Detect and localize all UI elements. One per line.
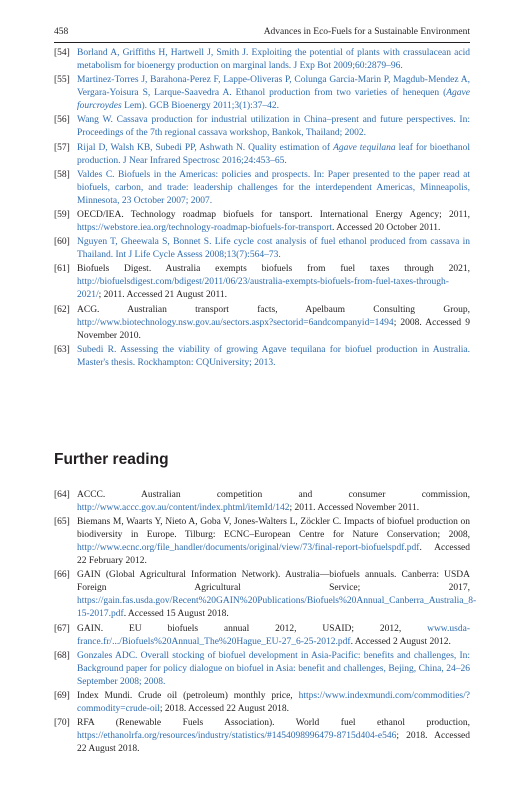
reference-number: [55] — [54, 75, 70, 86]
reference-number: [63] — [54, 344, 70, 355]
reference-text: . Accessed 2 August 2012. — [350, 636, 451, 647]
reference-link[interactable]: Rijal D, Walsh KB, Subedi PP, Ashwath N. Quality estimation of — [77, 142, 334, 153]
reference-item — [54, 47, 470, 73]
reference-text: ACCC. Australian competition and consumer commission, — [77, 490, 470, 500]
reference-item — [54, 74, 470, 113]
reference-number: [60] — [54, 237, 70, 248]
reference-link[interactable]: Subedi R. Assessing the viability of growing Agave tequilana for biofuel production in Australia. Master's thesis. Rockhampton: CQUniversity; 2013. — [77, 344, 470, 368]
reference-item — [54, 263, 470, 302]
reference-number: [58] — [54, 169, 70, 180]
further-reading-list — [54, 489, 477, 757]
reference-item — [54, 142, 470, 168]
reference-text: GAIN (Global Agricultural Information Network). Australia—biofuels annuals. Canberra: USDA Foreign Agricultural Service; 2017, — [77, 570, 470, 594]
reference-number: [62] — [54, 304, 70, 315]
reference-link[interactable]: Gonzales ADC. Overall stocking of biofuel development in Asia-Pacific: benefits and challenges, In: Background paper for policy dialogue on biofuel in Asia: benefit and challenges, Bejing, China, 24–26 September 2008; 2008. — [77, 650, 470, 687]
reference-item — [54, 344, 470, 370]
reference-text: Biofuels Digest. Australia exempts biofuels from fuel taxes through 2021, — [77, 264, 470, 275]
reference-number: [57] — [54, 142, 70, 153]
reference-number: [69] — [54, 690, 70, 701]
reference-link[interactable]: Agave fourcroydes — [77, 88, 470, 112]
reference-link[interactable]: https://ethanolrfa.org/resources/industry/statistics/#1454098996479-8715d404-e546 — [77, 731, 397, 742]
reference-item — [54, 489, 470, 515]
page-header — [54, 27, 470, 41]
reference-link[interactable]: Martinez-Torres J, Barahona-Perez F, Lappe-Oliveras P, Colunga Garcia-Marin P, Magdub-Mendez A, Vergara-Yoisura S, Larque-Saavedra A. Ethanol production from two varieties of henequen ( — [77, 75, 470, 99]
reference-item — [54, 569, 477, 621]
reference-link[interactable]: Borland A, Griffiths H, Hartwell J, Smith J. Exploiting the potential of plants with crassulacean acid metabolism for bioenergy production on marginal lands. J Exp Bot 2009;60:2879–96. — [77, 48, 470, 71]
reference-text: GAIN. EU biofuels annual 2012, USAID; 2012, — [77, 623, 428, 634]
reference-text: Index Mundi. Crude oil (petroleum) monthly price, — [77, 690, 299, 701]
reference-link[interactable]: http://biofuelsdigest.com/bdigest/2011/06/23/australia-exempts-biofuels-from-fuel-taxes-through-2021/ — [77, 277, 449, 301]
reference-item — [54, 236, 470, 262]
reference-number: [68] — [54, 650, 70, 661]
reference-item — [54, 623, 470, 649]
reference-link[interactable]: https://webstore.iea.org/technology-roadmap-biofuels-for-transport — [77, 222, 333, 233]
reference-item — [54, 650, 470, 689]
reference-text: Biemans M, Waarts Y, Nieto A, Goba V, Jones-Walters L, Zöckler C. Impacts of biofuel production on biodiversity in Europe. Tilburg: ECNC–European Centre for Nature Conservation; 2008, — [77, 517, 470, 541]
reference-item — [54, 169, 470, 208]
reference-link[interactable]: http://www.biotechnology.nsw.gov.au/sectors.aspx?sectorid=6andcompanyid=1494 — [77, 317, 394, 328]
reference-number: [66] — [54, 570, 70, 581]
reference-item — [54, 717, 470, 756]
reference-number: [67] — [54, 623, 70, 634]
reference-text: ACG. Australian transport facts, Apelbaum Consulting Group, — [77, 304, 470, 315]
section-heading: Further reading — [54, 451, 169, 468]
page-number: 458 — [54, 27, 69, 37]
reference-number: [64] — [54, 490, 70, 500]
reference-text: OECD/IEA. Technology roadmap biofuels for tansport. International Energy Agency; 2011, — [77, 209, 470, 220]
reference-text: ; 2011. Accessed 21 August 2011. — [98, 290, 227, 301]
reference-item — [54, 516, 470, 568]
reference-link[interactable]: Wang W. Cassava production for industrial utilization in China–present and future perspectives. In: Proceedings of the 7th regional cassava workshop, Bankok, Thailand; 2002. — [77, 115, 470, 139]
reference-link[interactable]: www.usda-france.fr/.../Biofuels%20Annual_The%20Hague_EU-27_6-25-2012.pdf — [77, 623, 470, 647]
reference-text: ; 2018. Accessed 22 August 2018. — [159, 703, 289, 714]
reference-number: [56] — [54, 115, 70, 126]
reference-link[interactable]: Valdes C. Biofuels in the Americas: policies and prospects. In: Paper presented to the paper read at biofuels, carbon, and trade: leadership challenges for the interdependent Americas, Minneapolis, Minnesota, 23 October 2007; 2007. — [77, 169, 470, 206]
reference-link[interactable]: leaf for bioethanol production. J Near Infrared Spectrosc 2016;24:453–65. — [77, 142, 470, 166]
reference-number: [54] — [54, 48, 70, 58]
reference-number: [59] — [54, 209, 70, 220]
header-rule — [54, 42, 470, 43]
reference-item — [54, 114, 470, 140]
reference-item — [54, 690, 470, 716]
reference-link[interactable]: Nguyen T, Gheewala S, Bonnet S. Life cycle cost analysis of fuel ethanol produced from cassava in Thailand. Int J Life Cycle Assess 2008;13(7):564–73. — [77, 237, 470, 261]
reference-link[interactable]: http://www.accc.gov.au/content/index.phtml/itemId/142 — [77, 503, 290, 513]
reference-link[interactable]: Agave tequilana — [333, 142, 396, 153]
reference-number: [70] — [54, 718, 70, 729]
reference-text: . Accessed 20 October 2011. — [332, 222, 441, 233]
reference-number: [65] — [54, 517, 70, 528]
reference-item — [54, 209, 470, 235]
reference-link[interactable]: https://www.indexmundi.com/commodities/?commodity=crude-oil — [77, 690, 470, 714]
reference-number: [61] — [54, 264, 70, 275]
reference-text: . Accessed 22 February 2012. — [77, 543, 470, 567]
running-title: Advances in Eco-Fuels for a Sustainable Environment — [263, 27, 470, 37]
reference-link[interactable]: Lem). GCB Bioenergy 2011;3(1):37–42. — [121, 101, 279, 112]
reference-text: RFA (Renewable Fuels Association). World fuel ethanol production, — [77, 718, 470, 729]
reference-text: ; 2018. Accessed 22 August 2018. — [77, 731, 470, 755]
reference-text: ; 2008. Accessed 9 November 2010. — [77, 317, 470, 341]
reference-list — [54, 47, 470, 371]
reference-item — [54, 304, 470, 343]
reference-text: . Accessed 15 August 2018. — [123, 609, 229, 620]
reference-text: ; 2011. Accessed November 2011. — [289, 503, 420, 513]
reference-link[interactable]: http://www.ecnc.org/file_handler/documents/original/view/73/final-report-biofuelspdf.pdf — [77, 543, 420, 554]
reference-link[interactable]: https://gain.fas.usda.gov/Recent%20GAIN%20Publications/Biofuels%20Annual_Canberra_Australia_8-15-2017.pdf — [77, 596, 477, 620]
